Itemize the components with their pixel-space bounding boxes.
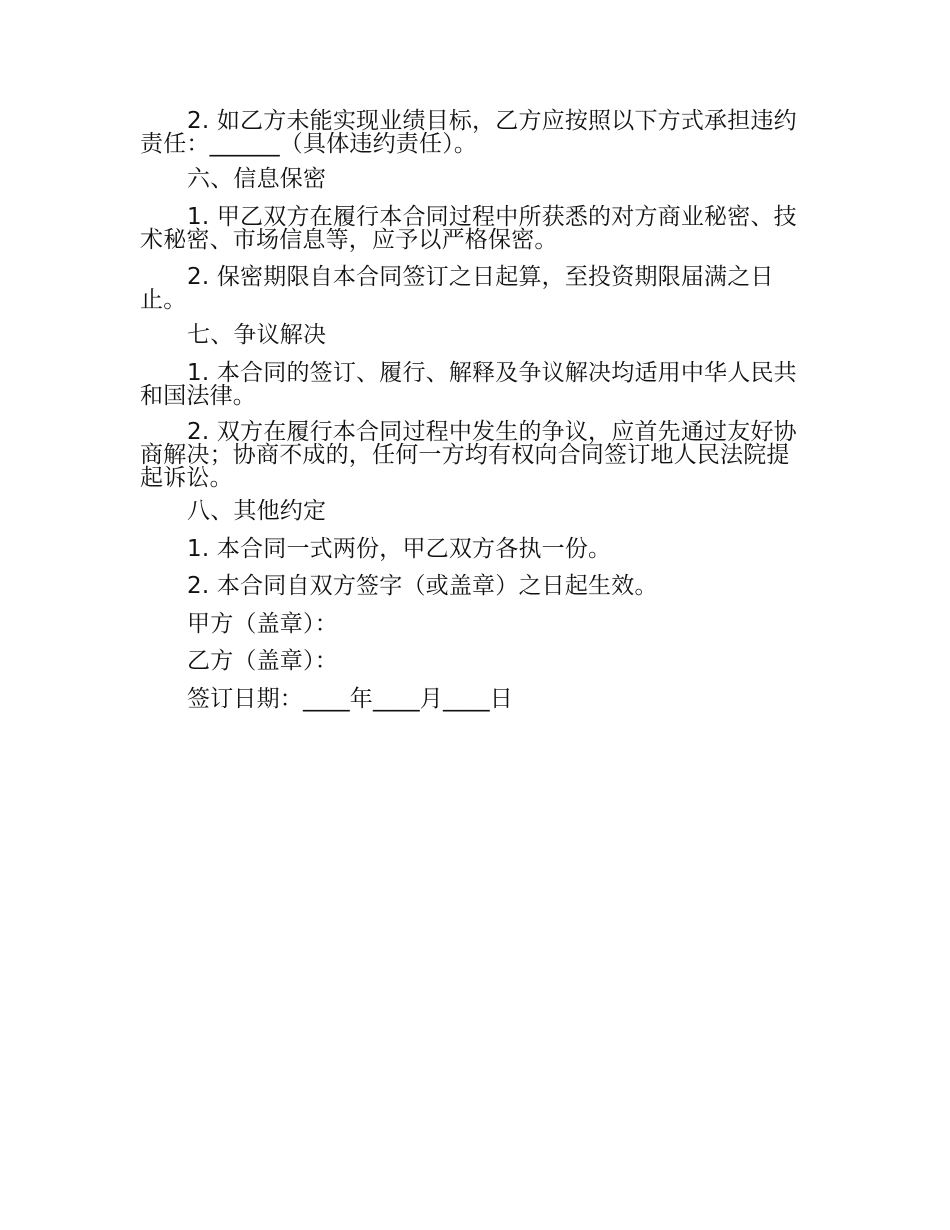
clause-8-2-effective: 2. 本合同自双方签字（或盖章）之日起生效。 bbox=[187, 573, 658, 599]
party-b-seal-line: 乙方（盖章）： bbox=[187, 648, 338, 674]
clause-7-1-governing-law: 1. 本合同的签订、履行、解释及争议解决均适用中华人民共和国法律。 bbox=[140, 360, 797, 409]
clause-7-2-dispute-resolution: 2. 双方在履行本合同过程中发生的争议，应首先通过友好协商解决；协商不成的，任何一方均有权向合同签订地人民法院提起诉讼。 bbox=[140, 419, 797, 491]
section-6-heading: 六、信息保密 bbox=[187, 166, 327, 192]
signing-date-line: 签订日期：____年____月____日 bbox=[187, 686, 513, 712]
clause-6-2-confidentiality-period: 2. 保密期限自本合同签订之日起算，至投资期限届满之日止。 bbox=[140, 264, 774, 313]
party-a-seal-line: 甲方（盖章）： bbox=[187, 611, 338, 637]
clause-6-1-confidentiality: 1. 甲乙双方在履行本合同过程中所获悉的对方商业秘密、技术秘密、市场信息等，应予以严格保密。 bbox=[140, 204, 797, 253]
clause-8-1-copies: 1. 本合同一式两份，甲乙双方各执一份。 bbox=[187, 536, 612, 562]
clause-5-2-breach-liability: 2. 如乙方未能实现业绩目标，乙方应按照以下方式承担违约责任：______（具体违约责任）。 bbox=[140, 108, 797, 157]
section-8-heading: 八、其他约定 bbox=[187, 498, 327, 524]
section-7-heading: 七、争议解决 bbox=[187, 322, 327, 348]
